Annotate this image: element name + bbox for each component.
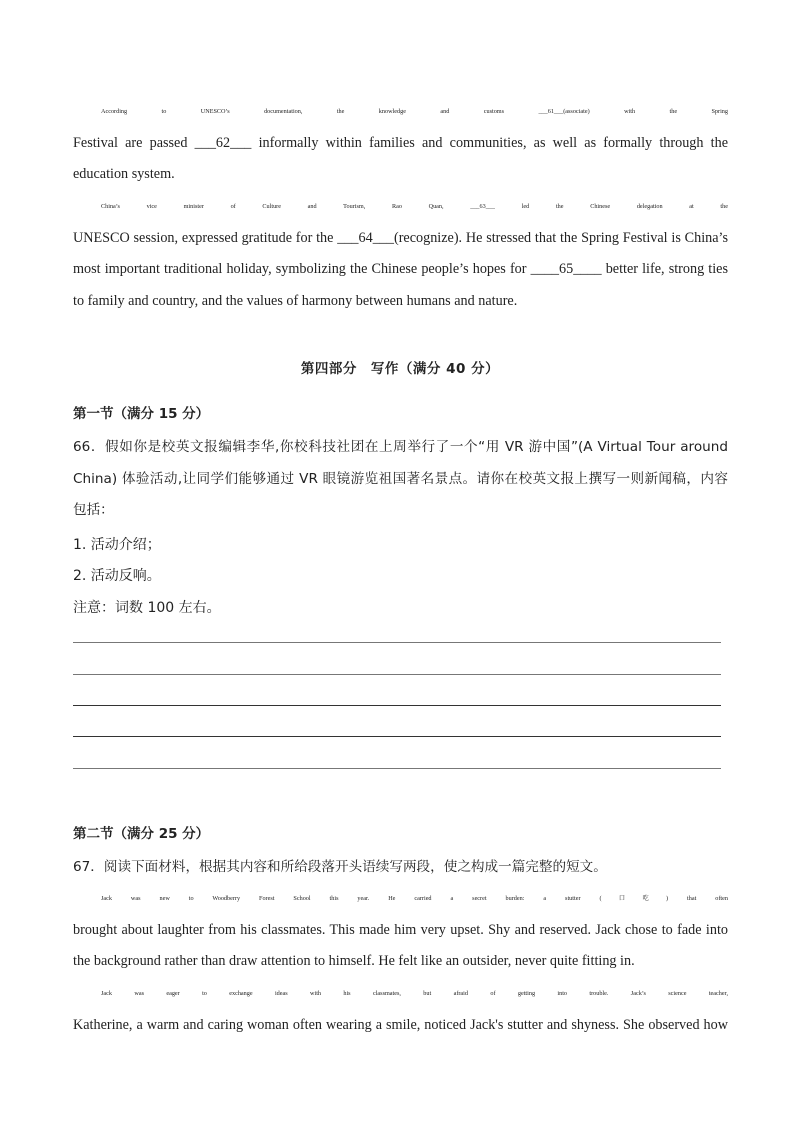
- text-line: brought about laughter from his classmates. This made him very upset. Shy and reserved. Jack chose to fade into: [73, 921, 728, 938]
- section-one-title: 第一节（满分 15 分）: [73, 406, 210, 422]
- answer-line-1[interactable]: [73, 642, 721, 643]
- text-line: Jack was new to Woodberry Forest School this year. He carried a secret burden: a stutter (口吃) that often: [101, 895, 728, 902]
- part-four-title: 第四部分 写作（满分 40 分）: [300, 361, 500, 377]
- question-66: [73, 432, 728, 527]
- word-count-note: 注意：词数 100 左右。: [73, 600, 221, 616]
- text-line: China) 体验活动,让同学们能够通过 VR 眼镜游览祖国著名景点。请你在校英文报上撰写一则新闻稿，内容: [73, 470, 728, 487]
- text-line: education system.: [73, 166, 175, 182]
- text-line: the background rather than draw attention to himself. He felt like an outsider, never quite fitting in.: [73, 953, 635, 969]
- reading-paragraph-1: [73, 96, 728, 191]
- question-67: 67．阅读下面材料，根据其内容和所给段落开头语续写两段，使之构成一篇完整的短文。: [73, 859, 607, 875]
- answer-line-2[interactable]: [73, 674, 721, 675]
- story-paragraph-2: [73, 978, 728, 1041]
- text-line: UNESCO session, expressed gratitude for the ___64___(recognize). He stressed that the Spring Festival is China’s: [73, 229, 728, 246]
- answer-line-4[interactable]: [73, 736, 721, 737]
- requirement-item-2: 2. 活动反响。: [73, 568, 161, 584]
- answer-line-5[interactable]: [73, 768, 721, 769]
- text-line: China’s vice minister of Culture and Tourism, Rao Quan, ___63___ led the Chinese delegation at the: [101, 203, 728, 210]
- text-line: 包括：: [73, 502, 114, 518]
- text-line: Jack was eager to exchange ideas with his classmates, but afraid of getting into trouble. Jack’s science teacher,: [101, 990, 728, 997]
- section-two-title: 第二节（满分 25 分）: [73, 826, 210, 842]
- story-paragraph-1: [73, 883, 728, 978]
- text-line: According to UNESCO’s documentation, the knowledge and customs ___61___(associate) with the Spring: [101, 108, 728, 115]
- text-line: to family and country, and the values of harmony between humans and nature.: [73, 292, 518, 309]
- answer-line-3[interactable]: [73, 705, 721, 706]
- text-line: Festival are passed ___62___ informally within families and communities, as well as formally through the: [73, 134, 728, 151]
- text-line: most important traditional holiday, symbolizing the Chinese people’s hopes for ____65____ better life, strong ties: [73, 261, 728, 277]
- requirement-item-1: 1. 活动介绍；: [73, 537, 161, 553]
- text-line: 66．假如你是校英文报编辑李华,你校科技社团在上周举行了一个“用 VR 游中国”(A Virtual Tour around: [73, 439, 728, 455]
- reading-paragraph-2: [73, 191, 728, 317]
- text-line: Katherine, a warm and caring woman often wearing a smile, noticed Jack's stutter and shyness. She observed how: [73, 1016, 728, 1033]
